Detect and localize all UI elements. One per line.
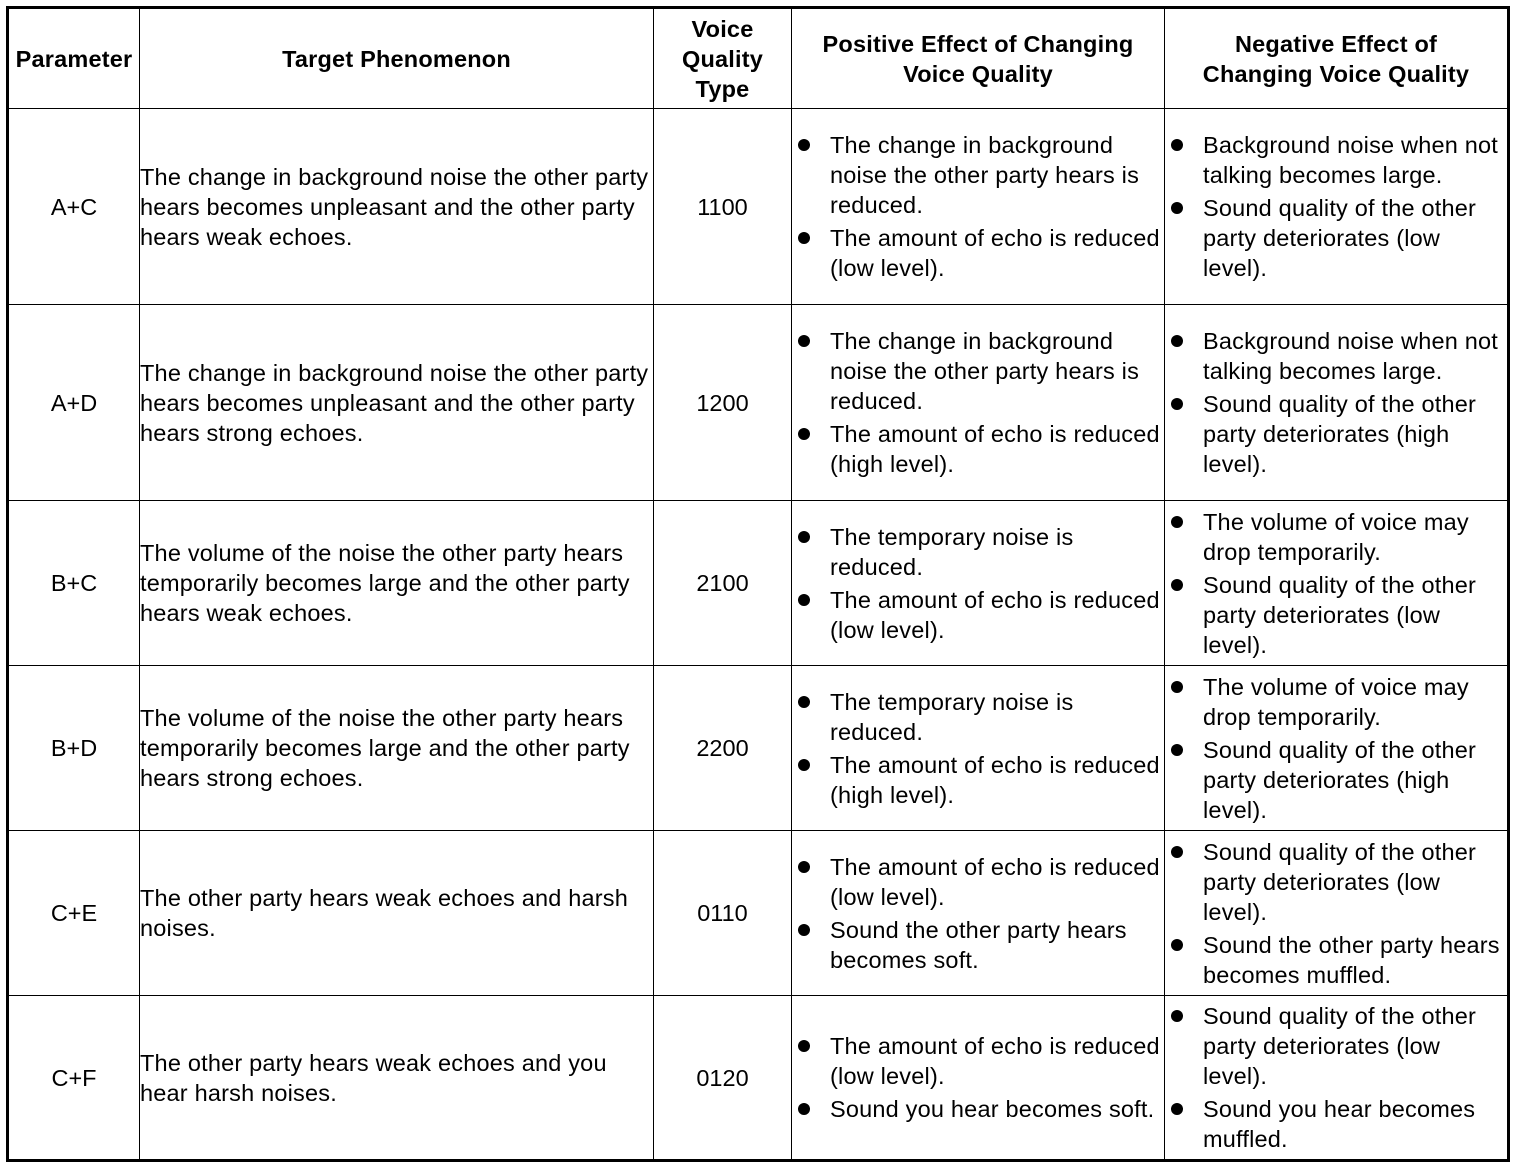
negative-effect-cell <box>1165 305 1509 501</box>
table-row <box>8 831 1509 996</box>
list-item: Background noise when not talking becomes large. <box>1165 326 1507 386</box>
positive-effect-cell <box>792 831 1165 996</box>
negative-effect-cell <box>1165 666 1509 831</box>
list-item: The amount of echo is reduced (low level). <box>792 1031 1164 1091</box>
parameter-cell: A+C <box>8 109 140 305</box>
positive-effect-cell <box>792 996 1165 1161</box>
header-negative-effect: Negative Effect of Changing Voice Quality <box>1165 8 1509 109</box>
list-item: Sound the other party hears becomes soft. <box>792 915 1164 975</box>
list-item: The amount of echo is reduced (low level). <box>792 223 1164 283</box>
header-row <box>8 8 1509 109</box>
list-item: Sound quality of the other party deteriorates (low level). <box>1165 570 1507 660</box>
voice-quality-table <box>6 6 1510 1162</box>
positive-effect-cell <box>792 305 1165 501</box>
header-target-phenomenon: Target Phenomenon <box>140 8 654 109</box>
negative-effect-cell <box>1165 109 1509 305</box>
voice-quality-type-cell: 0110 <box>654 831 792 996</box>
parameter-cell: B+D <box>8 666 140 831</box>
target-phenomenon-cell: The change in background noise the other party hears becomes unpleasant and the other party hears strong echoes. <box>140 305 654 501</box>
voice-quality-type-cell: 0120 <box>654 996 792 1161</box>
positive-effect-cell <box>792 109 1165 305</box>
list-item: The amount of echo is reduced (high level). <box>792 419 1164 479</box>
positive-effect-cell <box>792 666 1165 831</box>
table-row <box>8 305 1509 501</box>
parameter-cell: C+E <box>8 831 140 996</box>
list-item: The amount of echo is reduced (high level). <box>792 750 1164 810</box>
list-item: The temporary noise is reduced. <box>792 522 1164 582</box>
list-item: The change in background noise the other party hears is reduced. <box>792 130 1164 220</box>
negative-effect-cell <box>1165 831 1509 996</box>
table-row <box>8 109 1509 305</box>
header-voice-quality-type: Voice Quality Type <box>654 8 792 109</box>
voice-quality-type-cell: 1100 <box>654 109 792 305</box>
target-phenomenon-cell: The other party hears weak echoes and harsh noises. <box>140 831 654 996</box>
list-item: The volume of voice may drop temporarily. <box>1165 672 1507 732</box>
list-item: Sound you hear becomes soft. <box>792 1094 1164 1124</box>
target-phenomenon-cell: The other party hears weak echoes and you hear harsh noises. <box>140 996 654 1161</box>
list-item: Sound quality of the other party deteriorates (low level). <box>1165 193 1507 283</box>
target-phenomenon-cell: The volume of the noise the other party hears temporarily becomes large and the other party hears weak echoes. <box>140 501 654 666</box>
list-item: The amount of echo is reduced (low level). <box>792 852 1164 912</box>
target-phenomenon-cell: The volume of the noise the other party hears temporarily becomes large and the other party hears strong echoes. <box>140 666 654 831</box>
header-positive-effect: Positive Effect of Changing Voice Quality <box>792 8 1165 109</box>
list-item: Sound quality of the other party deteriorates (low level). <box>1165 837 1507 927</box>
target-phenomenon-cell: The change in background noise the other party hears becomes unpleasant and the other party hears weak echoes. <box>140 109 654 305</box>
list-item: Sound quality of the other party deteriorates (high level). <box>1165 389 1507 479</box>
list-item: The change in background noise the other party hears is reduced. <box>792 326 1164 416</box>
voice-quality-type-cell: 1200 <box>654 305 792 501</box>
voice-quality-type-cell: 2100 <box>654 501 792 666</box>
list-item: The volume of voice may drop temporarily. <box>1165 507 1507 567</box>
voice-quality-type-cell: 2200 <box>654 666 792 831</box>
list-item: The temporary noise is reduced. <box>792 687 1164 747</box>
parameter-cell: C+F <box>8 996 140 1161</box>
positive-effect-cell <box>792 501 1165 666</box>
table-row <box>8 501 1509 666</box>
parameter-cell: B+C <box>8 501 140 666</box>
parameter-cell: A+D <box>8 305 140 501</box>
list-item: Sound quality of the other party deteriorates (high level). <box>1165 735 1507 825</box>
header-parameter: Parameter <box>8 8 140 109</box>
table-row <box>8 996 1509 1161</box>
negative-effect-cell <box>1165 501 1509 666</box>
list-item: Background noise when not talking becomes large. <box>1165 130 1507 190</box>
list-item: Sound quality of the other party deteriorates (low level). <box>1165 1001 1507 1091</box>
list-item: Sound the other party hears becomes muffled. <box>1165 930 1507 990</box>
negative-effect-cell <box>1165 996 1509 1161</box>
list-item: The amount of echo is reduced (low level). <box>792 585 1164 645</box>
table-row <box>8 666 1509 831</box>
list-item: Sound you hear becomes muffled. <box>1165 1094 1507 1154</box>
